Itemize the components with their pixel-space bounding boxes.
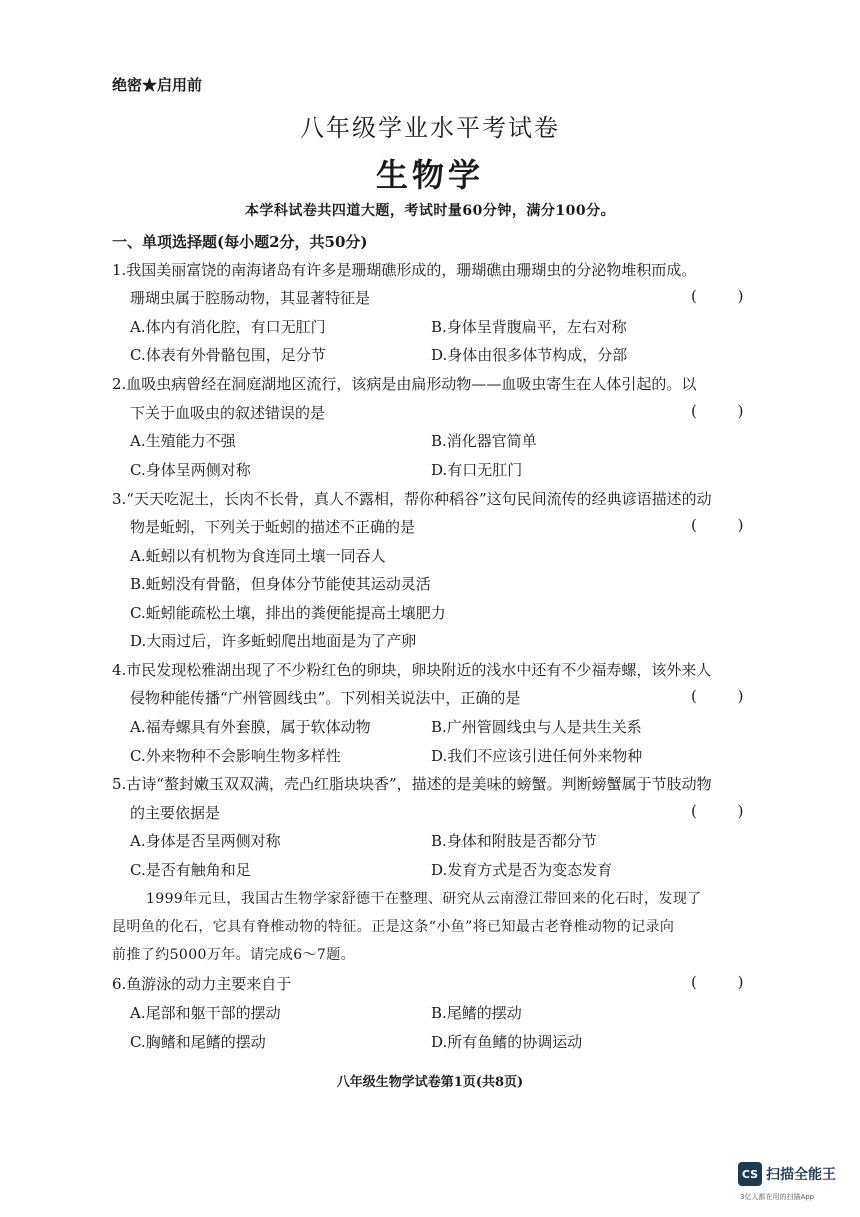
question-4-stem-line-1: 4.市民发现松雅湖出现了不少粉红色的卵块，卵块附近的浅水中还有不少福寿螺，该外来人 <box>112 661 712 679</box>
answer-blank: ( ) <box>691 973 762 991</box>
question-1-option-d: D.身体由很多体节构成，分部 <box>431 346 628 364</box>
question-1-stem-line-2: 珊瑚虫属于腔肠动物，其显著特征是 <box>130 289 371 307</box>
question-5-option-b: B.身体和附肢是否都分节 <box>431 832 597 850</box>
page-footer: 八年级生物学试卷第1页(共8页) <box>336 1075 524 1090</box>
question-6-option-d: D.所有鱼鳍的协调运动 <box>431 1033 583 1051</box>
camscanner-name: 扫描全能王 <box>766 1167 836 1183</box>
answer-blank: ( ) <box>691 402 762 420</box>
confidential-label: 绝密★启用前 <box>112 76 203 94</box>
camscanner-tagline: 3亿人都在用的扫描App <box>740 1193 815 1201</box>
question-1-option-c: C.体表有外骨骼包围，足分节 <box>130 346 326 364</box>
passage-line-3: 前推了约5000万年。请完成6～7题。 <box>112 947 356 963</box>
question-5-stem-line-1: 5.古诗“螯封嫩玉双双满，壳凸红脂块块香”，描述的是美味的螃蟹。判断螃蟹属于节肢动物 <box>112 775 712 793</box>
answer-blank: ( ) <box>691 687 762 705</box>
question-3-stem-line-2: 物是蚯蚓，下列关于蚯蚓的描述不正确的是 <box>130 518 416 536</box>
camscanner-logo-icon: CS <box>738 1162 762 1186</box>
question-5-option-d: D.发育方式是否为变态发育 <box>431 861 613 879</box>
question-2-option-b: B.消化器官简单 <box>431 432 537 450</box>
exam-title: 八年级学业水平考试卷 <box>300 114 560 142</box>
question-3-option-c: C.蚯蚓能疏松土壤，排出的粪便能提高土壤肥力 <box>130 604 446 622</box>
answer-blank: ( ) <box>691 287 762 305</box>
question-2-option-a: A.生殖能力不强 <box>130 432 236 450</box>
question-5-option-c: C.是否有触角和足 <box>130 861 251 879</box>
question-5-option-a: A.身体是否呈两侧对称 <box>130 832 281 850</box>
subject-title: 生物学 <box>375 156 484 194</box>
question-2-stem-line-1: 2.血吸虫病曾经在洞庭湖地区流行，该病是由扁形动物——血吸虫寄生在人体引起的。以 <box>112 375 697 393</box>
question-6-stem-line-1: 6.鱼游泳的动力主要来自于 <box>112 975 292 993</box>
question-6-option-a: A.尾部和躯干部的摆动 <box>130 1004 281 1022</box>
passage-line-1: 1999年元旦，我国古生物学家舒德干在整理、研究从云南澄江带回来的化石时，发现了 <box>146 891 702 907</box>
question-3-stem-line-1: 3.“天天吃泥土，长肉不长骨，真人不露相，帮你种稻谷”这句民间流传的经典谚语描述的动 <box>112 490 712 508</box>
question-6-option-b: B.尾鳍的摆动 <box>431 1004 522 1022</box>
question-2-stem-line-2: 下关于血吸虫的叙述错误的是 <box>130 404 326 422</box>
question-4-option-a: A.福寿螺具有外套膜，属于软体动物 <box>130 718 371 736</box>
question-2-option-c: C.身体呈两侧对称 <box>130 461 251 479</box>
question-4-option-b: B.广州管圆线虫与人是共生关系 <box>431 718 642 736</box>
question-4-stem-line-2: 侵物种能传播“广州管圆线虫”。下列相关说法中，正确的是 <box>130 689 521 707</box>
question-1-stem-line-1: 1.我国美丽富饶的南海诸岛有许多是珊瑚礁形成的，珊瑚礁由珊瑚虫的分泌物堆积而成。 <box>112 261 697 279</box>
question-3-option-b: B.蚯蚓没有骨骼，但身体分节能使其运动灵活 <box>130 575 431 593</box>
answer-blank: ( ) <box>691 516 762 534</box>
passage-line-2: 昆明鱼的化石，它具有脊椎动物的特征。正是这条“小鱼”将已知最古老脊椎动物的记录向 <box>112 919 675 935</box>
section-heading: 一、单项选择题(每小题2分，共50分) <box>112 233 368 251</box>
exam-info: 本学科试卷共四道大题，考试时量60分钟，满分100分。 <box>244 203 616 219</box>
question-6-option-c: C.胸鳍和尾鳍的摆动 <box>130 1033 266 1051</box>
question-4-option-d: D.我们不应该引进任何外来物种 <box>431 747 643 765</box>
camscanner-watermark <box>738 1162 836 1186</box>
answer-blank: ( ) <box>691 802 762 820</box>
question-5-stem-line-2: 的主要依据是 <box>130 804 221 822</box>
question-1-option-a: A.体内有消化腔，有口无肛门 <box>130 318 326 336</box>
question-3-option-d: D.大雨过后，许多蚯蚓爬出地面是为了产卵 <box>130 632 417 650</box>
question-3-option-a: A.蚯蚓以有机物为食连同土壤一同吞人 <box>130 547 386 565</box>
question-1-option-b: B.身体呈背腹扁平，左右对称 <box>431 318 627 336</box>
question-2-option-d: D.有口无肛门 <box>431 461 523 479</box>
question-4-option-c: C.外来物种不会影响生物多样性 <box>130 747 341 765</box>
